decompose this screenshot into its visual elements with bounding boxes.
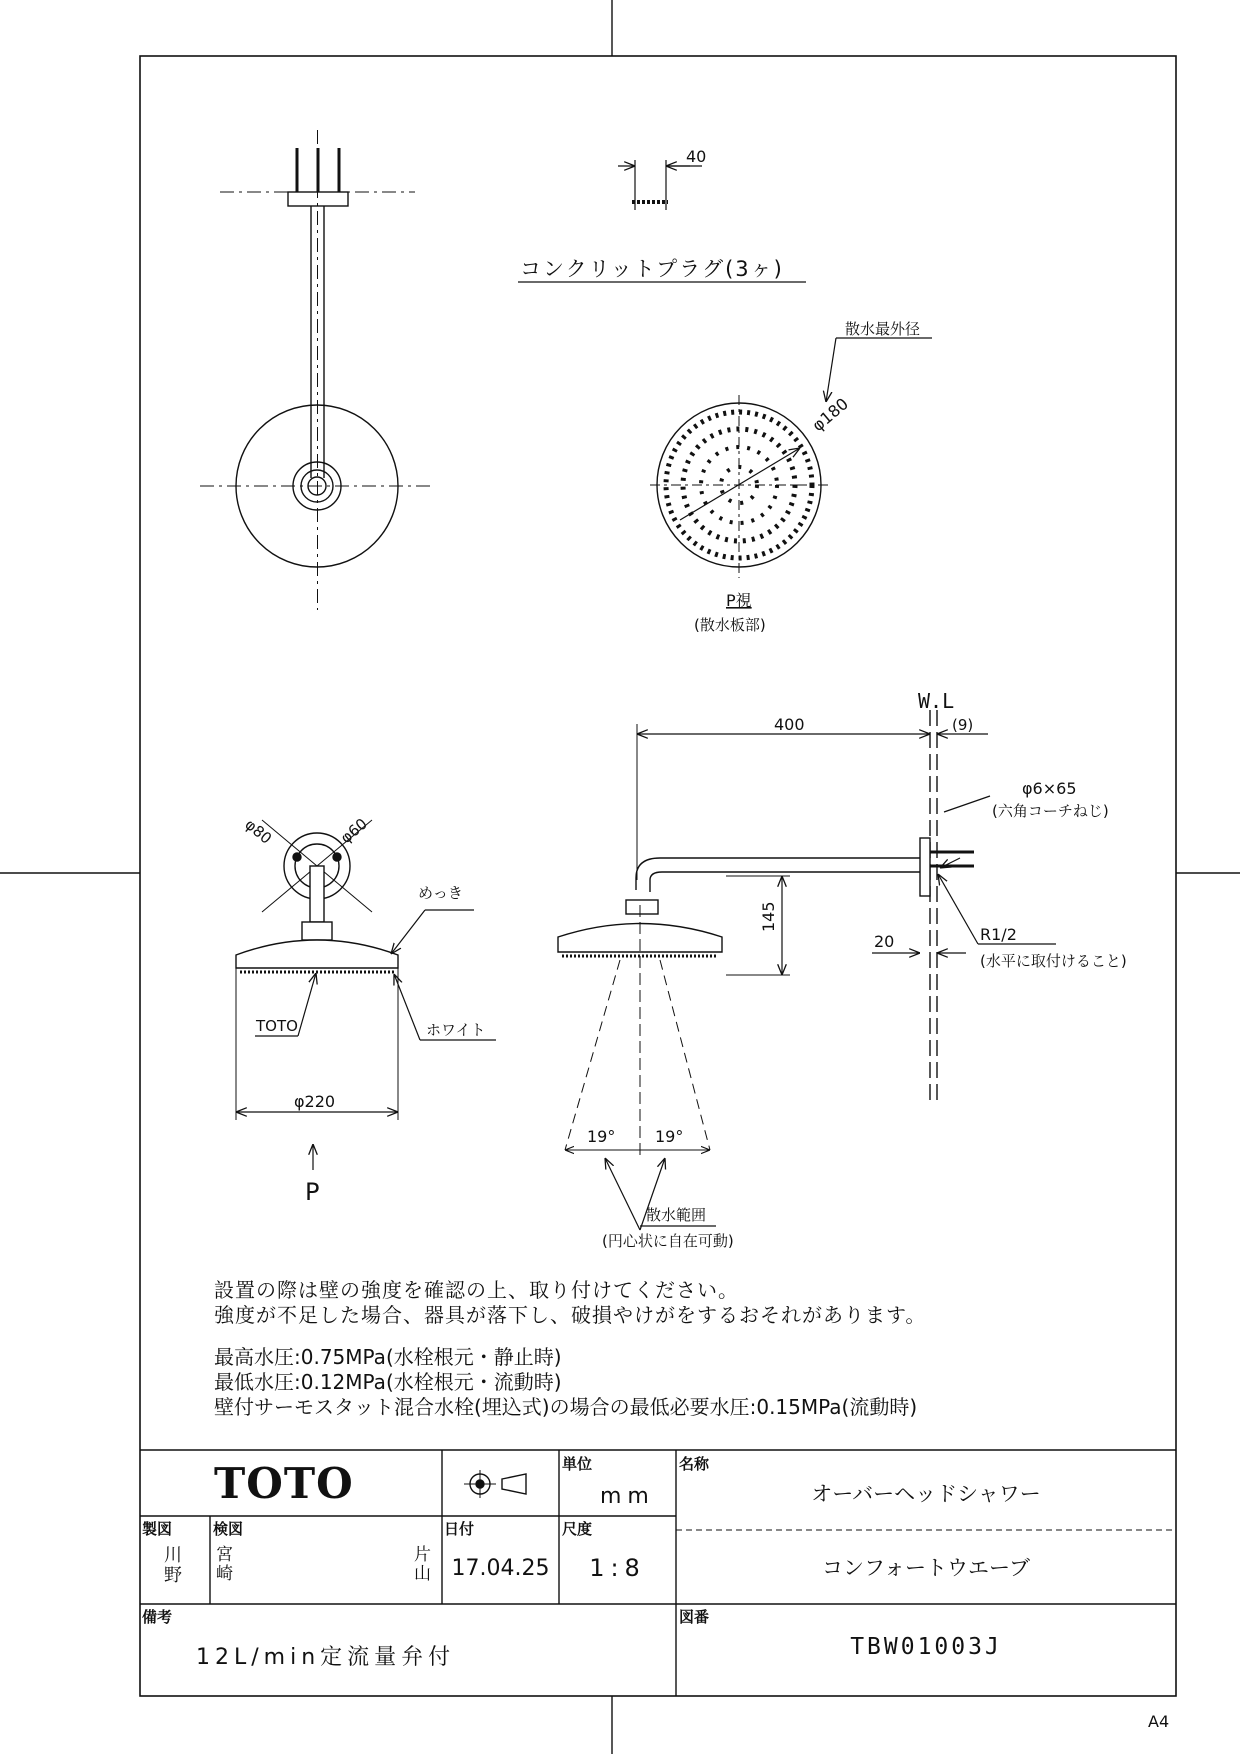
product-subname: コンフォートウエーブ [822,1556,1030,1580]
wl-label: W.L [918,689,955,713]
date-label: 日付 [444,1520,475,1538]
spray-diameter: φ180 [808,394,853,436]
view-label: P視 [726,591,752,610]
note-line-4: 最低水圧:0.12MPa(水栓根元・流動時) [214,1370,562,1394]
product-name: オーバーヘッドシャワー [811,1482,1041,1506]
screw-dimension: φ6×65 [1022,779,1077,798]
note-line-5: 壁付サーモスタット混合水栓(埋込式)の場合の最低必要水圧:0.15MPa(流動時) [214,1395,918,1419]
angle-left: 19° [587,1127,616,1146]
unit-label: 単位 [562,1455,593,1473]
dim-9: (9) [952,716,974,734]
plating-label: めっき [418,884,463,902]
remark-value: 12L/min定流量弁付 [196,1645,456,1670]
spray-outer-label: 散水最外径 [845,320,921,338]
drawn-label: 製図 [142,1520,173,1538]
view-sublabel: (散水板部) [694,616,766,634]
view-arrow-label: P [305,1178,320,1206]
unit-value: mm [600,1484,655,1509]
plug-dimension: 40 [686,147,707,166]
paper-size: A4 [1148,1712,1170,1731]
front-view [200,130,435,610]
concrete-plug-figure [618,160,702,210]
remark-label: 備考 [142,1608,173,1626]
drawing-number-label: 図番 [679,1608,710,1626]
showerhead-front [236,820,496,1170]
spray-plate-view [650,338,932,578]
dia60-label: φ60 [337,814,371,848]
scale-label: 尺度 [562,1520,593,1538]
dim-145: 145 [759,901,778,932]
thread-label: R1/2 [980,925,1017,944]
dia80-label: φ80 [241,815,276,848]
notes [214,1278,926,1419]
brand-logo: TOTO [214,1459,354,1508]
note-line-2: 強度が不足した場合、器具が落下し、破損やけがをするおそれがあります。 [214,1303,927,1327]
white-label: ホワイト [426,1021,486,1039]
thread-note: (水平に取付けること) [980,952,1127,970]
spray-range-label: 散水範囲 [646,1206,707,1224]
checked-by-1: 宮崎 [216,1545,233,1584]
brand-mark-label: TOTO [256,1017,298,1035]
dim-20: 20 [874,932,895,951]
spray-range-note: (円心状に自在可動) [602,1232,734,1250]
dia220-label: φ220 [294,1092,336,1111]
screw-label: (六角コーチねじ) [992,802,1109,820]
note-line-1: 設置の際は壁の強度を確認の上、取り付けてください。 [214,1278,739,1302]
scale-value: 1:8 [589,1554,646,1582]
note-line-3: 最高水圧:0.75MPa(水栓根元・静止時) [214,1345,562,1369]
drawing-number: TBW01003J [850,1634,1002,1660]
side-view [558,710,1056,1230]
check-label: 検図 [213,1520,244,1538]
date-value: 17.04.25 [451,1556,550,1581]
name-label: 名称 [679,1455,710,1473]
angle-right: 19° [655,1127,684,1146]
dim-400: 400 [774,715,805,734]
drawn-by: 川野 [164,1545,182,1586]
checked-by-2: 片山 [414,1545,431,1584]
plug-label: コンクリットプラグ(3ヶ) [520,257,784,281]
